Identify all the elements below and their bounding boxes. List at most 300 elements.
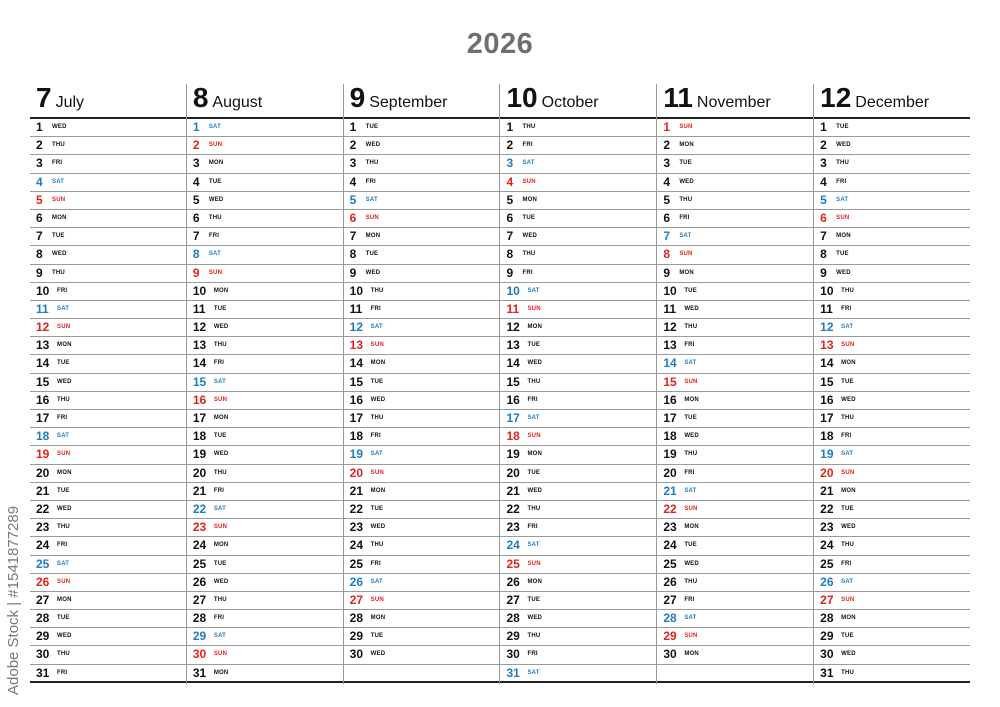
day-row	[814, 446, 970, 464]
day-row	[500, 446, 656, 464]
weekday-label: SUN	[679, 124, 693, 130]
day-row	[30, 246, 186, 264]
month-number: 7	[36, 82, 52, 113]
weekday-label: FRI	[57, 542, 68, 549]
day-row	[814, 465, 970, 483]
day-row	[657, 483, 813, 501]
weekday-label: SUN	[527, 560, 541, 567]
weekday-label: TUE	[57, 615, 70, 622]
weekday-label: SAT	[370, 578, 383, 585]
day-row	[814, 337, 970, 355]
day-number: 27	[349, 592, 364, 607]
weekday-label: THU	[522, 251, 536, 258]
day-row	[344, 628, 500, 646]
day-row	[657, 119, 813, 137]
day-row	[500, 210, 656, 228]
weekday-label: MON	[527, 451, 543, 458]
day-row	[30, 665, 186, 683]
weekday-label: WED	[208, 196, 224, 203]
day-row	[187, 374, 343, 392]
weekday-label: FRI	[370, 560, 381, 567]
weekday-label: FRI	[370, 433, 381, 440]
weekday-label: FRI	[522, 269, 533, 276]
day-number: 4	[506, 174, 514, 189]
month-column-september	[343, 84, 500, 684]
weekday-label: WED	[836, 142, 851, 149]
weekday-label: WED	[684, 305, 699, 312]
day-number: 23	[506, 520, 520, 535]
month-name: August	[212, 94, 263, 111]
weekday-label: WED	[836, 269, 851, 276]
weekday-label: SUN	[684, 633, 698, 640]
day-row	[657, 228, 813, 246]
weekday-label: TUE	[208, 178, 222, 185]
day-row	[30, 119, 186, 137]
day-row	[500, 119, 656, 137]
day-row	[657, 410, 813, 428]
day-row	[30, 556, 186, 574]
weekday-label: FRI	[370, 305, 381, 312]
day-number: 30	[820, 647, 834, 662]
weekday-label: MON	[213, 669, 229, 676]
weekday-label: FRI	[213, 615, 225, 622]
weekday-label: THU	[841, 287, 855, 294]
day-row	[30, 374, 186, 392]
day-number: 21	[349, 483, 364, 498]
weekday-label: SAT	[836, 196, 849, 203]
day-number: 13	[192, 338, 207, 353]
day-number: 2	[663, 138, 670, 153]
day-row	[187, 355, 343, 373]
weekday-label: SAT	[57, 433, 70, 440]
day-number: 9	[506, 265, 514, 280]
day-row	[187, 519, 343, 537]
weekday-label: WED	[527, 360, 543, 367]
day-row	[30, 192, 186, 210]
weekday-label: SUN	[52, 196, 66, 203]
day-number: 22	[506, 501, 520, 516]
weekday-label: WED	[213, 324, 229, 331]
day-number: 3	[349, 156, 357, 171]
day-number: 15	[349, 374, 364, 389]
weekday-label: MON	[57, 596, 72, 603]
weekday-label: FRI	[841, 433, 852, 440]
month-number: 10	[506, 82, 538, 113]
weekday-label: TUE	[370, 505, 384, 512]
day-number: 2	[820, 138, 827, 153]
day-row	[814, 137, 970, 155]
month-header	[663, 84, 770, 118]
day-row	[657, 465, 813, 483]
day-number: 27	[663, 592, 677, 607]
day-number: 12	[820, 320, 834, 335]
day-number: 19	[820, 447, 834, 462]
day-number: 27	[36, 592, 50, 607]
day-number: 18	[506, 429, 520, 444]
day-row	[187, 155, 343, 173]
day-number: 4	[349, 174, 357, 189]
day-number: 2	[349, 138, 357, 153]
day-number: 28	[663, 611, 677, 626]
day-row	[814, 519, 970, 537]
month-header	[36, 84, 84, 118]
day-number: 10	[349, 283, 364, 298]
weekday-label: FRI	[684, 342, 695, 349]
weekday-label: FRI	[57, 415, 68, 421]
weekday-label: SAT	[527, 669, 540, 676]
weekday-label: WED	[213, 578, 229, 585]
month-name: October	[541, 94, 599, 111]
day-row	[657, 537, 813, 555]
weekday-label: TUE	[836, 124, 849, 130]
day-row	[30, 155, 186, 173]
weekday-label: TUE	[57, 487, 70, 494]
day-row	[344, 265, 500, 283]
day-row	[30, 501, 186, 519]
day-number: 12	[506, 320, 520, 335]
day-row	[814, 428, 970, 446]
day-row	[814, 574, 970, 592]
day-number: 20	[663, 465, 677, 480]
day-number: 8	[820, 247, 827, 262]
day-number: 24	[349, 538, 364, 553]
day-number: 8	[349, 247, 357, 262]
weekday-label: THU	[52, 142, 65, 149]
weekday-label: THU	[213, 342, 227, 349]
day-row	[344, 501, 500, 519]
day-number: 24	[506, 538, 520, 553]
weekday-label: TUE	[841, 505, 854, 512]
weekday-label: THU	[57, 396, 70, 403]
day-row	[814, 628, 970, 646]
weekday-label: SAT	[684, 615, 697, 622]
day-row	[500, 228, 656, 246]
weekday-label: SUN	[679, 251, 693, 258]
day-number: 14	[349, 356, 364, 371]
day-number: 20	[820, 465, 834, 480]
day-number: 16	[192, 392, 207, 407]
day-number: 26	[36, 574, 50, 589]
day-row	[500, 301, 656, 319]
weekday-label: MON	[841, 487, 856, 494]
day-row	[500, 519, 656, 537]
weekday-label: WED	[52, 124, 67, 130]
day-row	[657, 374, 813, 392]
weekday-label: MON	[365, 233, 381, 240]
day-row	[814, 483, 970, 501]
day-row	[814, 556, 970, 574]
day-row	[30, 319, 186, 337]
weekday-label: WED	[684, 433, 699, 440]
day-row	[30, 446, 186, 464]
day-row	[30, 537, 186, 555]
day-number: 27	[192, 592, 207, 607]
weekday-label: SAT	[527, 287, 540, 294]
day-number: 9	[36, 265, 43, 280]
day-number: 17	[36, 411, 50, 425]
day-number: 20	[192, 465, 207, 480]
day-row	[187, 428, 343, 446]
day-number: 9	[349, 265, 357, 280]
day-number: 30	[506, 647, 520, 662]
day-number: 14	[192, 356, 207, 371]
weekday-label: SAT	[684, 360, 697, 367]
day-row	[344, 210, 500, 228]
day-row	[814, 155, 970, 173]
day-row	[657, 337, 813, 355]
day-row	[187, 210, 343, 228]
weekday-label: THU	[841, 542, 855, 549]
day-number: 4	[820, 174, 827, 189]
day-number: 26	[506, 574, 520, 589]
day-row	[500, 374, 656, 392]
weekday-label: MON	[527, 324, 543, 331]
day-row	[500, 574, 656, 592]
day-number: 6	[506, 210, 514, 225]
day-number: 23	[820, 520, 834, 535]
day-row	[814, 210, 970, 228]
weekday-label: TUE	[365, 124, 379, 130]
day-number: 11	[506, 301, 520, 316]
day-row	[30, 392, 186, 410]
weekday-label: SAT	[684, 487, 697, 494]
day-list	[500, 117, 656, 683]
day-row	[187, 246, 343, 264]
day-row	[657, 392, 813, 410]
day-row	[500, 592, 656, 610]
weekday-label: WED	[370, 524, 386, 531]
day-number: 11	[36, 301, 49, 316]
day-row	[187, 265, 343, 283]
day-row	[500, 610, 656, 628]
weekday-label: SUN	[365, 214, 379, 221]
weekday-label: WED	[370, 651, 386, 658]
weekday-label: SUN	[527, 433, 541, 440]
day-number: 19	[349, 447, 364, 462]
day-number: 1	[506, 120, 514, 134]
weekday-label: THU	[208, 214, 222, 221]
day-row	[344, 137, 500, 155]
day-row	[344, 410, 500, 428]
day-number: 30	[192, 647, 207, 662]
day-number: 16	[506, 392, 520, 407]
month-number: 11	[663, 82, 693, 113]
day-number: 18	[36, 429, 50, 444]
day-number: 15	[820, 374, 834, 389]
weekday-label: FRI	[836, 178, 847, 185]
day-row	[187, 319, 343, 337]
weekday-label: SUN	[684, 505, 698, 512]
day-row	[344, 374, 500, 392]
weekday-label: MON	[522, 196, 538, 203]
weekday-label: SAT	[365, 196, 378, 203]
weekday-label: WED	[213, 451, 229, 458]
day-number: 10	[820, 283, 834, 298]
day-row	[657, 574, 813, 592]
weekday-label: SUN	[213, 396, 228, 403]
weekday-label: TUE	[836, 251, 849, 258]
day-row	[814, 374, 970, 392]
day-number: 1	[820, 120, 827, 134]
day-row	[30, 628, 186, 646]
day-number: 29	[192, 629, 207, 644]
day-row	[500, 355, 656, 373]
day-row	[344, 337, 500, 355]
day-number: 24	[36, 538, 50, 553]
weekday-label: FRI	[841, 305, 852, 312]
day-row	[657, 628, 813, 646]
weekday-label: SUN	[370, 342, 384, 349]
day-number: 17	[663, 411, 677, 425]
day-number: 28	[820, 611, 834, 626]
day-row	[500, 410, 656, 428]
weekday-label: FRI	[527, 651, 538, 658]
day-row	[500, 628, 656, 646]
day-number: 14	[506, 356, 520, 371]
day-number: 22	[820, 501, 834, 516]
weekday-label: WED	[684, 560, 699, 567]
day-row	[344, 574, 500, 592]
day-number: 14	[663, 356, 677, 371]
day-row	[814, 192, 970, 210]
day-number: 1	[36, 120, 43, 134]
day-row	[500, 265, 656, 283]
day-number: 29	[506, 629, 520, 644]
day-row	[814, 319, 970, 337]
weekday-label: SUN	[527, 305, 541, 312]
day-row	[344, 228, 500, 246]
weekday-label: SAT	[679, 233, 692, 240]
day-number: 6	[192, 210, 200, 225]
day-number: 28	[36, 611, 50, 626]
day-number: 17	[349, 411, 364, 425]
day-row	[344, 301, 500, 319]
month-number: 8	[192, 82, 209, 113]
weekday-label: WED	[57, 378, 72, 385]
day-number: 18	[820, 429, 834, 444]
day-number: 10	[192, 283, 207, 298]
weekday-label: MON	[679, 142, 694, 149]
weekday-label: SAT	[213, 505, 226, 512]
day-row	[344, 392, 500, 410]
day-number: 14	[36, 356, 50, 371]
weekday-label: TUE	[522, 214, 536, 221]
day-number: 9	[663, 265, 670, 280]
day-number: 1	[192, 120, 200, 134]
day-number: 22	[663, 501, 677, 516]
weekday-label: MON	[52, 214, 67, 221]
watermark-side-text: Adobe Stock | #1541877289	[5, 505, 22, 695]
day-row	[187, 174, 343, 192]
day-number: 30	[663, 647, 677, 662]
weekday-label: SAT	[52, 178, 65, 185]
day-row	[657, 665, 813, 683]
weekday-label: FRI	[213, 487, 225, 494]
weekday-label: FRI	[679, 214, 690, 221]
day-number: 3	[192, 156, 200, 171]
day-row	[187, 283, 343, 301]
day-number: 11	[349, 301, 363, 316]
day-row	[344, 537, 500, 555]
day-number: 11	[192, 301, 206, 316]
day-row	[814, 283, 970, 301]
weekday-label: THU	[213, 469, 227, 476]
day-number: 24	[192, 538, 207, 553]
day-number: 22	[36, 501, 50, 516]
day-row	[344, 610, 500, 628]
day-row	[344, 465, 500, 483]
day-number: 12	[36, 320, 50, 335]
weekday-label: SUN	[522, 178, 536, 185]
day-number: 27	[820, 592, 834, 607]
day-row	[30, 592, 186, 610]
weekday-label: TUE	[527, 596, 541, 603]
weekday-label: SUN	[684, 378, 698, 385]
weekday-label: WED	[57, 633, 72, 640]
weekday-label: THU	[679, 196, 693, 203]
day-row	[500, 283, 656, 301]
day-number: 3	[820, 156, 827, 171]
day-number: 8	[663, 247, 670, 262]
weekday-label: THU	[684, 324, 698, 331]
day-number: 10	[506, 283, 520, 298]
weekday-label: MON	[213, 287, 229, 294]
weekday-label: TUE	[370, 378, 384, 385]
day-row	[30, 337, 186, 355]
day-row	[344, 665, 500, 683]
day-number: 17	[192, 411, 207, 425]
day-number: 7	[820, 229, 827, 244]
day-row	[500, 483, 656, 501]
day-number: 5	[349, 192, 357, 207]
day-row	[30, 465, 186, 483]
day-row	[30, 646, 186, 664]
day-number: 1	[663, 120, 670, 134]
day-number: 26	[663, 574, 677, 589]
day-row	[657, 501, 813, 519]
day-row	[187, 646, 343, 664]
weekday-label: SAT	[527, 542, 540, 549]
day-row	[657, 556, 813, 574]
day-row	[500, 337, 656, 355]
day-row	[187, 537, 343, 555]
day-number: 21	[192, 483, 207, 498]
day-number: 25	[36, 556, 50, 571]
day-row	[814, 228, 970, 246]
weekday-label: SUN	[370, 596, 384, 603]
day-number: 11	[663, 301, 676, 316]
day-row	[187, 592, 343, 610]
weekday-label: THU	[527, 378, 541, 385]
day-number: 25	[820, 556, 834, 571]
day-row	[657, 283, 813, 301]
day-number: 12	[349, 320, 364, 335]
weekday-label: MON	[841, 360, 856, 367]
day-row	[657, 519, 813, 537]
weekday-label: TUE	[57, 360, 70, 367]
day-number: 3	[663, 156, 670, 171]
day-row	[500, 501, 656, 519]
day-row	[500, 137, 656, 155]
weekday-label: MON	[213, 415, 229, 421]
day-row	[344, 174, 500, 192]
day-number: 7	[36, 229, 43, 244]
weekday-label: MON	[684, 524, 699, 531]
weekday-label: WED	[841, 396, 856, 403]
day-number: 17	[820, 411, 834, 425]
day-row	[814, 665, 970, 683]
day-row	[814, 501, 970, 519]
